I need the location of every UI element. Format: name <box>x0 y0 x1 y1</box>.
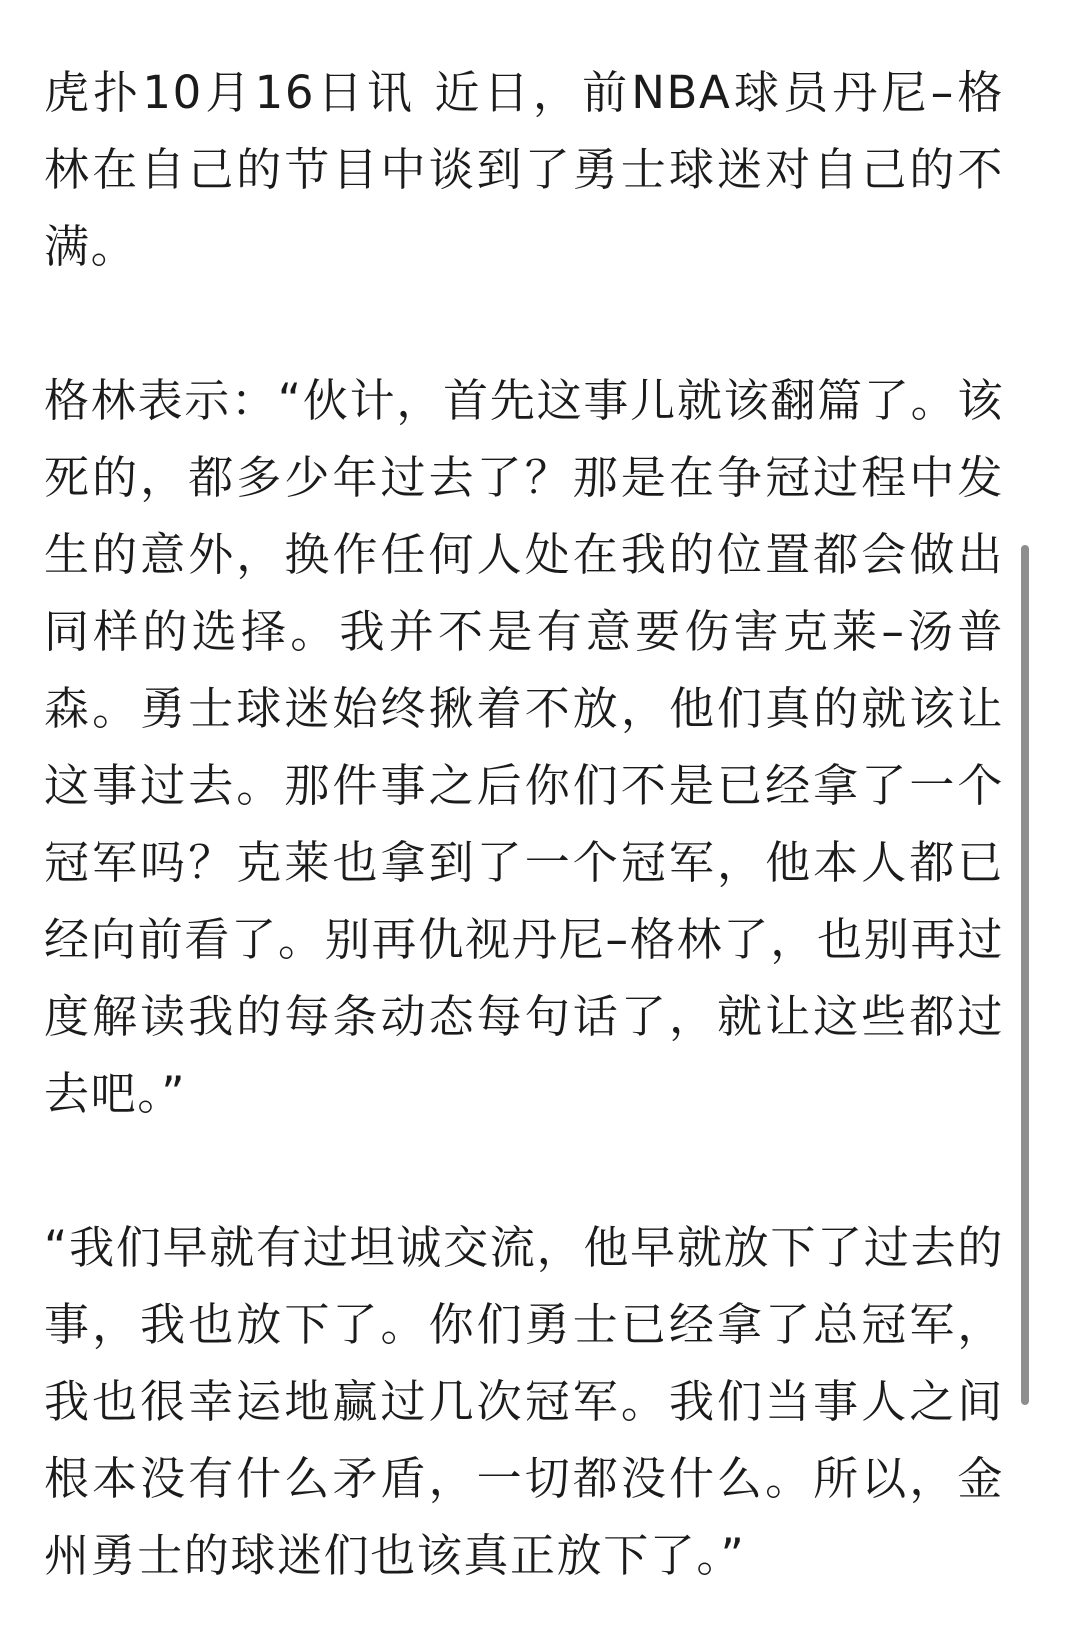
vertical-scrollbar[interactable] <box>1021 545 1029 1405</box>
paragraph-intro: 虎扑10月16日讯 近日，前NBA球员丹尼–格林在自己的节目中谈到了勇士球迷对自己的不满。 <box>44 66 1004 273</box>
paragraph-quote-1: 格林表示：“伙计，首先这事儿就该翻篇了。该死的，都多少年过去了？那是在争冠过程中发生的意外，换作任何人处在我的位置都会做出同样的选择。我并不是有意要伤害克莱–汤普森。勇士球迷始终揪着不放，他们真的就该让这事过去。那件事之后你们不是已经拿了一个冠军吗？克莱也拿到了一个冠军，他本人都已经向前看了。别再仇视丹尼–格林了，也别再过度解读我的每条动态每句话了，就让这些都过去吧。” <box>44 374 1004 1120</box>
article-body <box>44 54 1004 1594</box>
paragraph-quote-2: “我们早就有过坦诚交流，他早就放下了过去的事，我也放下了。你们勇士已经拿了总冠军，我也很幸运地赢过几次冠军。我们当事人之间根本没有什么矛盾，一切都没什么。所以，金州勇士的球迷们也该真正放下了。” <box>44 1221 1004 1582</box>
